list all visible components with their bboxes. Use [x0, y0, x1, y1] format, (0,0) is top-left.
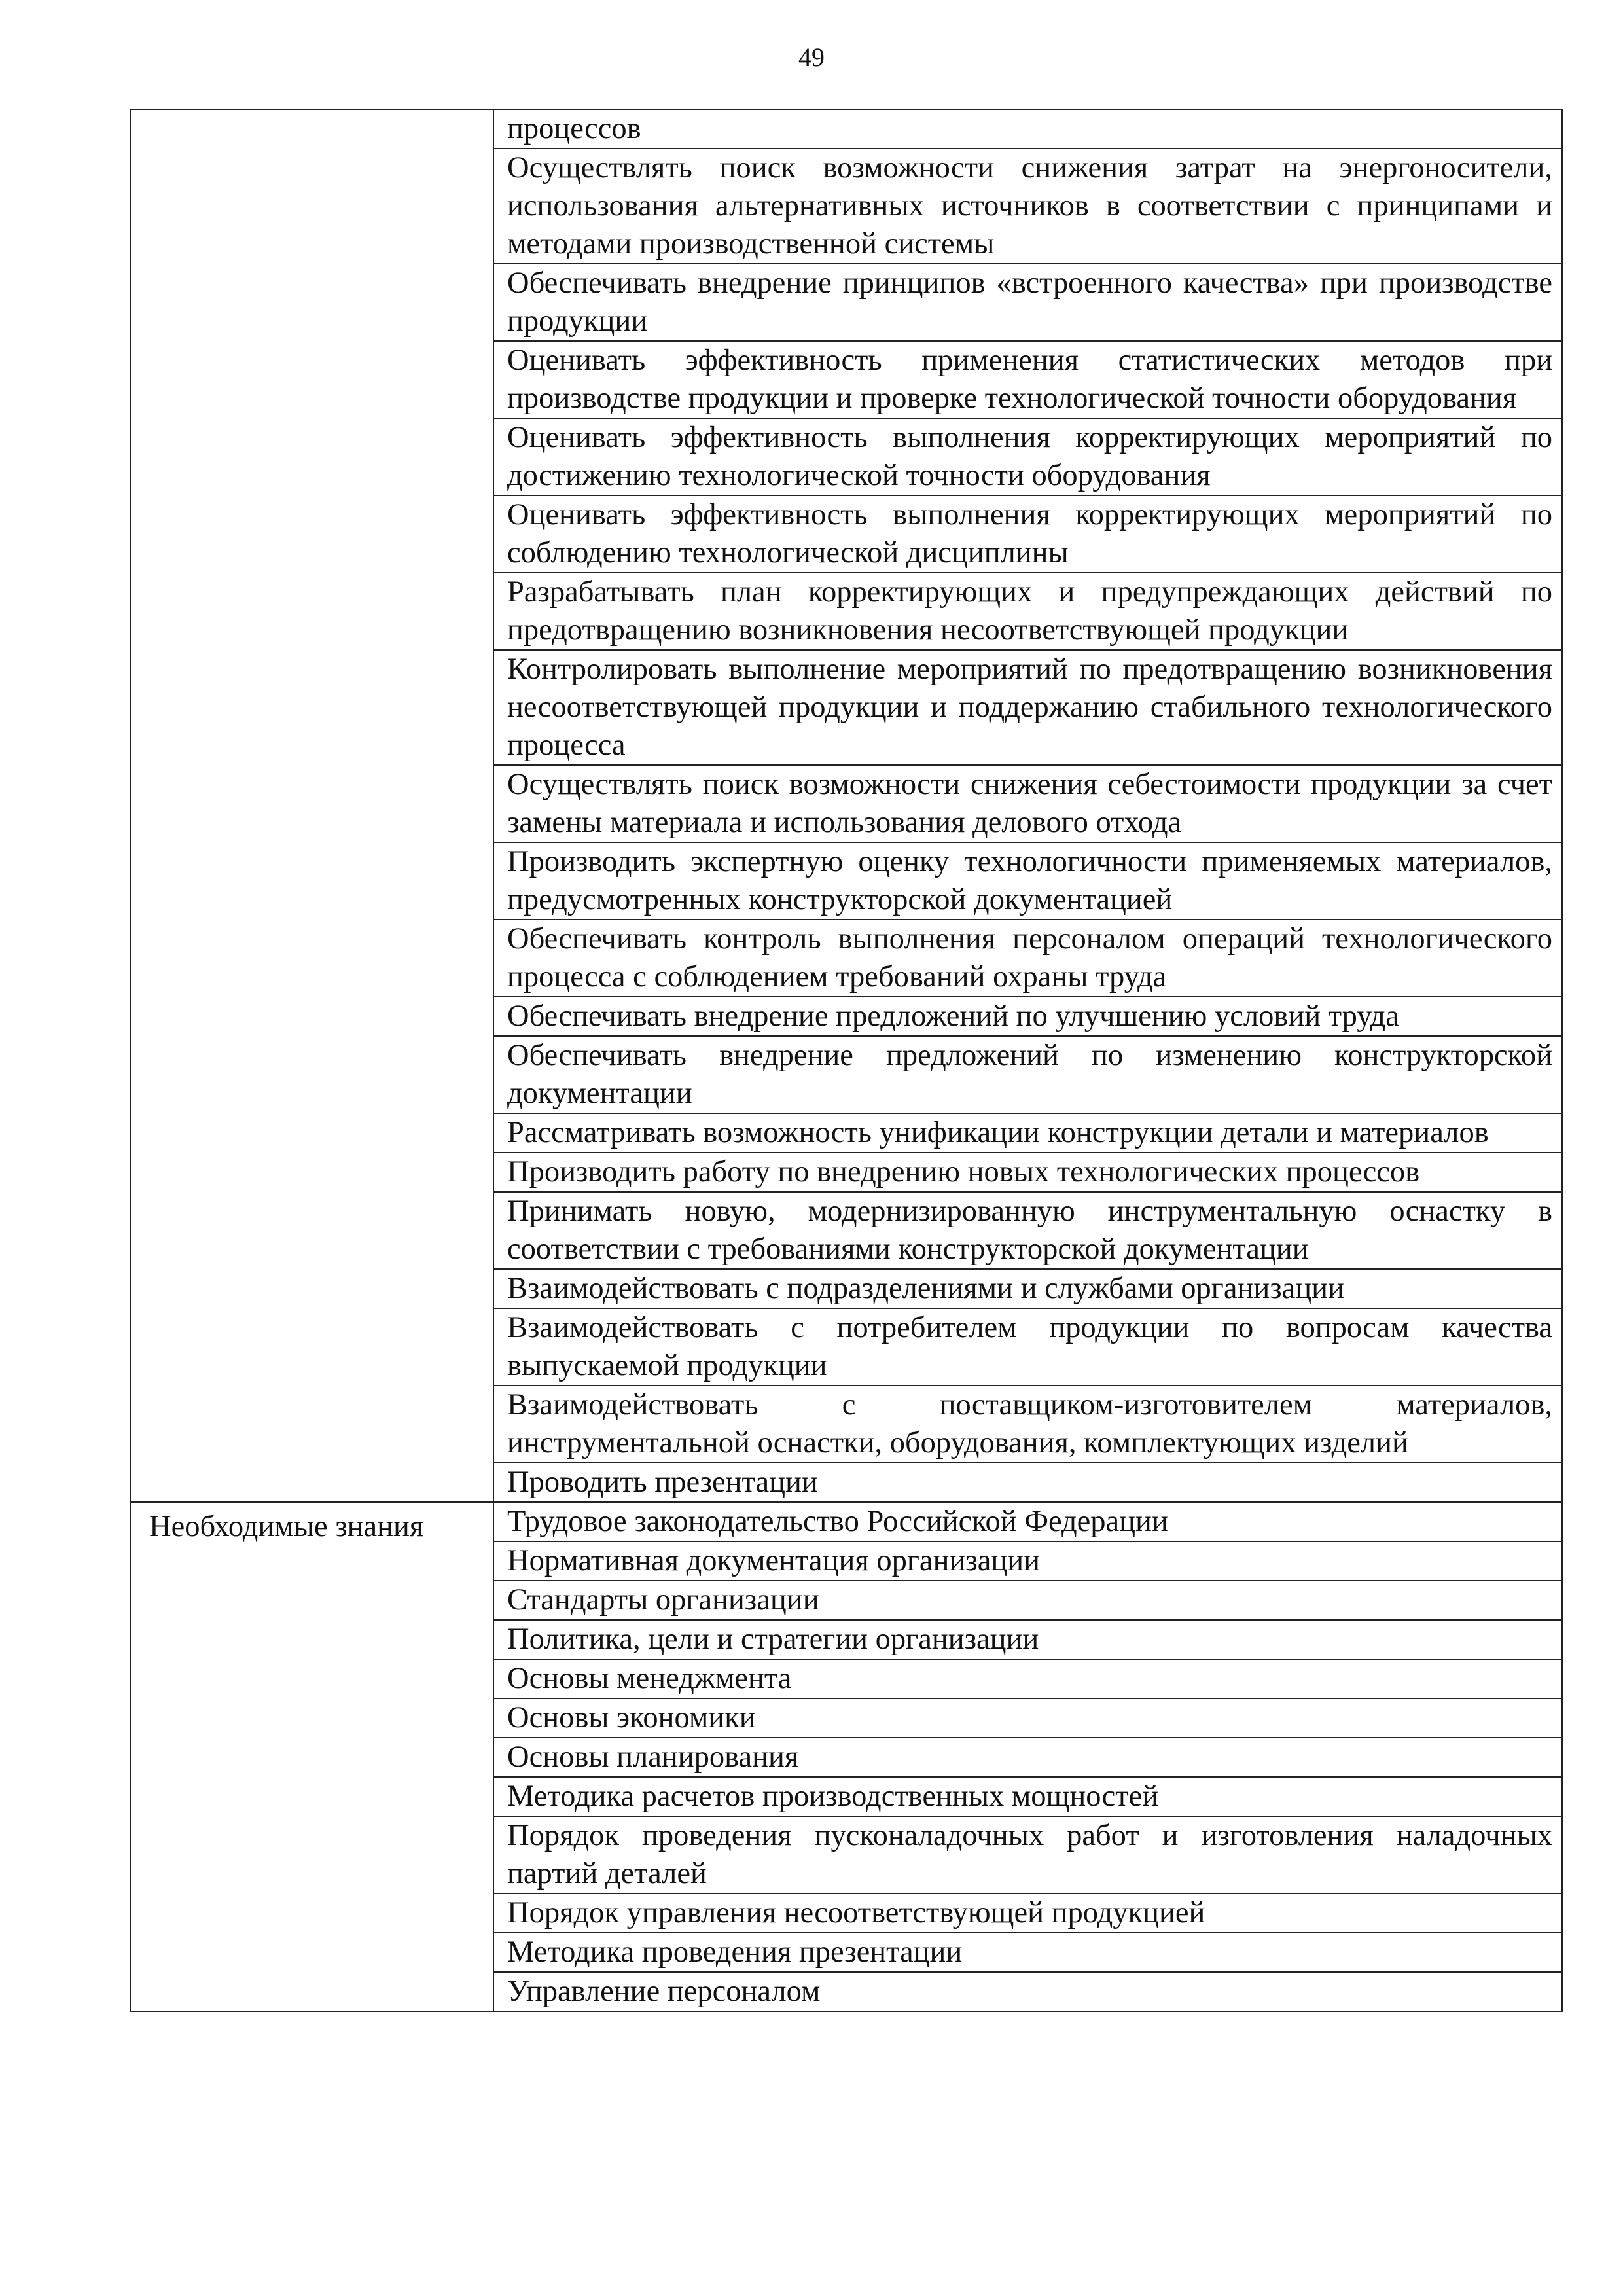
table-row	[130, 109, 1562, 1502]
list-item: Проводить презентации	[507, 1465, 818, 1499]
row-label-cell	[130, 109, 493, 1502]
row-label	[131, 110, 493, 115]
list-item: Основы менеджмента	[494, 1660, 1561, 1699]
list-item: Контролировать выполнение мероприятий по предотвращению возникновения несоответствующей продукции и поддержанию стабильного технологического процесса	[494, 651, 1561, 766]
table-row	[130, 1502, 1562, 2011]
list-item: Рассматривать возможность унификации конструкции детали и материалов	[494, 1114, 1561, 1153]
list-item: Стандарты организации	[494, 1581, 1561, 1621]
list-item: Методика расчетов производственных мощностей	[494, 1778, 1561, 1817]
table-body	[130, 109, 1562, 2011]
list-item: Основы планирования	[494, 1738, 1561, 1778]
list-item: Порядок управления несоответствующей продукцией	[494, 1894, 1561, 1933]
list-item: Взаимодействовать с подразделениями и службами организации	[494, 1270, 1561, 1309]
list-item: Нормативная документация организации	[494, 1542, 1561, 1581]
list-item: Обеспечивать внедрение предложений по улучшению условий труда	[494, 997, 1561, 1037]
row-items-cell	[493, 1502, 1562, 2011]
list-item: Оценивать эффективность применения статистических методов при производстве продукции и проверке технологической точности оборудования	[494, 342, 1561, 419]
list-item: Оценивать эффективность выполнения корректирующих мероприятий по достижению технологической точности оборудования	[494, 419, 1561, 496]
list-item: Политика, цели и стратегии организации	[494, 1621, 1561, 1660]
row-label: Необходимые знания	[149, 1510, 424, 1543]
list-item: Методика проведения презентации	[494, 1933, 1561, 1973]
list-item: Основы экономики	[494, 1699, 1561, 1738]
list-item: Осуществлять поиск возможности снижения затрат на энергоносители, использования альтернативных источников в соответствии с принципами и методами производственной системы	[494, 149, 1561, 264]
list-item: Трудовое законодательство Российской Федерации	[494, 1503, 1561, 1542]
list-item: Взаимодействовать с поставщиком-изготовителем материалов, инструментальной оснастки, оборудования, комплектующих изделий	[494, 1386, 1561, 1463]
page-number: 49	[798, 43, 825, 72]
list-item: процессов	[494, 110, 1561, 149]
list-item: Обеспечивать контроль выполнения персоналом операций технологического процесса с соблюдением требований охраны труда	[494, 920, 1561, 997]
list-item: Оценивать эффективность выполнения корректирующих мероприятий по соблюдению технологической дисциплины	[494, 496, 1561, 573]
list-item: Управление персоналом	[507, 1975, 821, 2008]
list-item: Взаимодействовать с потребителем продукции по вопросам качества выпускаемой продукции	[494, 1309, 1561, 1386]
list-item: Обеспечивать внедрение принципов «встроенного качества» при производстве продукции	[494, 264, 1561, 342]
list-item: Осуществлять поиск возможности снижения себестоимости продукции за счет замены материала и использования делового отхода	[494, 766, 1561, 843]
list-item: Производить работу по внедрению новых технологических процессов	[494, 1153, 1561, 1193]
list-item: Порядок проведения пусконаладочных работ и изготовления наладочных партий деталей	[494, 1817, 1561, 1894]
list-item: Разрабатывать план корректирующих и предупреждающих действий по предотвращению возникновения несоответствующей продукции	[494, 573, 1561, 651]
row-items-cell	[493, 109, 1562, 1502]
list-item: Обеспечивать внедрение предложений по изменению конструкторской документации	[494, 1037, 1561, 1114]
list-item: Принимать новую, модернизированную инструментальную оснастку в соответствии с требованиями конструкторской документации	[494, 1193, 1561, 1270]
row-label-cell	[130, 1502, 493, 2011]
requirements-table	[130, 109, 1563, 2012]
list-item: Производить экспертную оценку технологичности применяемых материалов, предусмотренных конструкторской документацией	[494, 843, 1561, 920]
